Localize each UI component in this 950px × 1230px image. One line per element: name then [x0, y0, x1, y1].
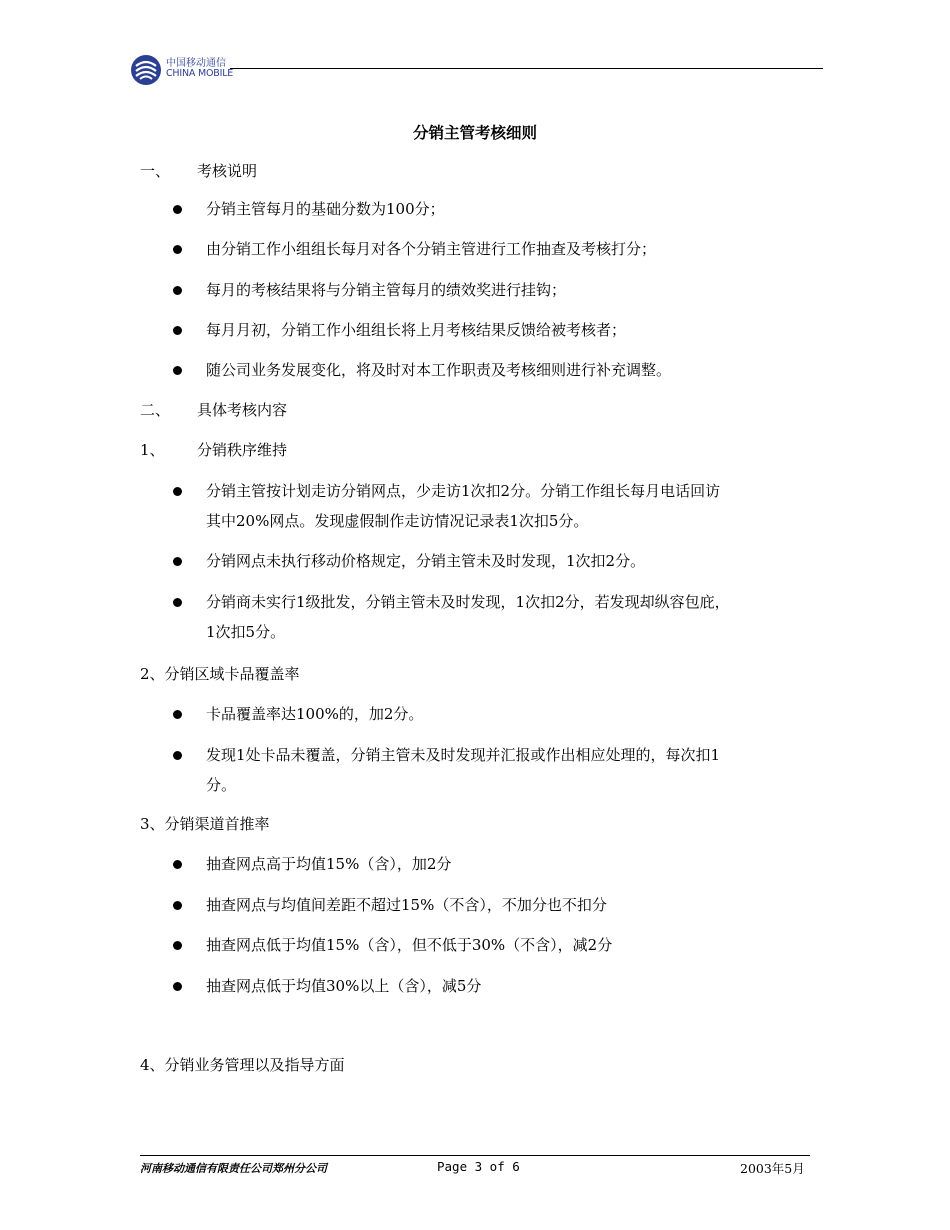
subsection-title: 2、分销区域卡品覆盖率: [140, 665, 300, 683]
footer-date: 2003年5月: [740, 1161, 805, 1176]
subsection-title: 分销秩序维持: [197, 441, 288, 459]
bullet-icon: [173, 860, 182, 869]
subsection-title: 3、分销渠道首推率: [140, 815, 270, 833]
list-item-text-continued: 其中20%网点。发现虚假制作走访情况记录表1次扣5分。: [206, 512, 589, 530]
page-header: [130, 52, 825, 88]
list-item-text: 每月的考核结果将与分销主管每月的绩效奖进行挂钩；: [206, 281, 567, 299]
china-mobile-logo: [130, 52, 234, 88]
section-number: 一、: [140, 162, 171, 180]
bullet-icon: [173, 366, 182, 375]
logo-english-text: CHINA MOBILE: [166, 68, 234, 79]
bullet-icon: [173, 326, 182, 335]
bullet-icon: [173, 245, 182, 254]
list-item-text: 分销主管按计划走访分销网点，少走访1次扣2分。分销工作组长每月电话回访: [206, 482, 721, 500]
list-item-text: 每月月初，分销工作小组组长将上月考核结果反馈给被考核者；: [206, 321, 627, 339]
list-item-text: 抽查网点低于均值30%以上（含），减5分: [206, 977, 482, 995]
bullet-icon: [173, 982, 182, 991]
bullet-icon: [173, 205, 182, 214]
footer-page-number: Page 3 of 6: [437, 1159, 520, 1174]
list-item-text: 随公司业务发展变化，将及时对本工作职责及考核细则进行补充调整。: [206, 361, 672, 379]
list-item-text: 由分销工作小组组长每月对各个分销主管进行工作抽查及考核打分；: [206, 240, 657, 258]
list-item-text: 抽查网点与均值间差距不超过15%（不含），不加分也不扣分: [206, 896, 607, 914]
bullet-icon: [173, 487, 182, 496]
bullet-icon: [173, 901, 182, 910]
list-item-text: 抽查网点高于均值15%（含），加2分: [206, 855, 452, 873]
section-heading: [140, 160, 257, 182]
subsection-heading: [140, 1054, 345, 1076]
subsection-title: 4、分销业务管理以及指导方面: [140, 1056, 345, 1074]
bullet-icon: [173, 941, 182, 950]
china-mobile-emblem-icon: [130, 54, 162, 86]
footer-rule: [140, 1155, 810, 1156]
logo-chinese-text: 中国移动通信: [166, 58, 226, 69]
section-heading: [140, 399, 287, 421]
footer-company: 河南移动通信有限责任公司郑州分公司: [140, 1162, 327, 1175]
list-item-text: 分销主管每月的基础分数为100分；: [206, 200, 445, 218]
list-item-text: 卡品覆盖率达100%的，加2分。: [206, 705, 424, 723]
subsection-heading: [140, 813, 270, 835]
document-title: 分销主管考核细则: [412, 123, 537, 142]
bullet-icon: [173, 710, 182, 719]
bullet-icon: [173, 286, 182, 295]
list-item-text: 发现1处卡品未覆盖，分销主管未及时发现并汇报或作出相应处理的，每次扣1: [206, 746, 721, 764]
list-item-text: 抽查网点低于均值15%（含），但不低于30%（不含），减2分: [206, 936, 613, 954]
subsection-number: 1、: [140, 441, 165, 459]
bullet-icon: [173, 751, 182, 760]
bullet-icon: [173, 557, 182, 566]
list-item-text: 分销网点未执行移动价格规定，分销主管未及时发现，1次扣2分。: [206, 552, 646, 570]
bullet-icon: [173, 598, 182, 607]
list-item-text-continued: 分。: [206, 776, 237, 794]
section-title: 考核说明: [197, 162, 258, 180]
subsection-heading: [140, 439, 287, 461]
subsection-heading: [140, 663, 300, 685]
section-number: 二、: [140, 401, 171, 419]
list-item-text-continued: 1次扣5分。: [206, 623, 286, 641]
list-item-text: 分销商未实行1级批发，分销主管未及时发现，1次扣2分，若发现却纵容包庇，: [206, 593, 730, 611]
header-rule: [230, 68, 823, 69]
section-title: 具体考核内容: [197, 401, 288, 419]
